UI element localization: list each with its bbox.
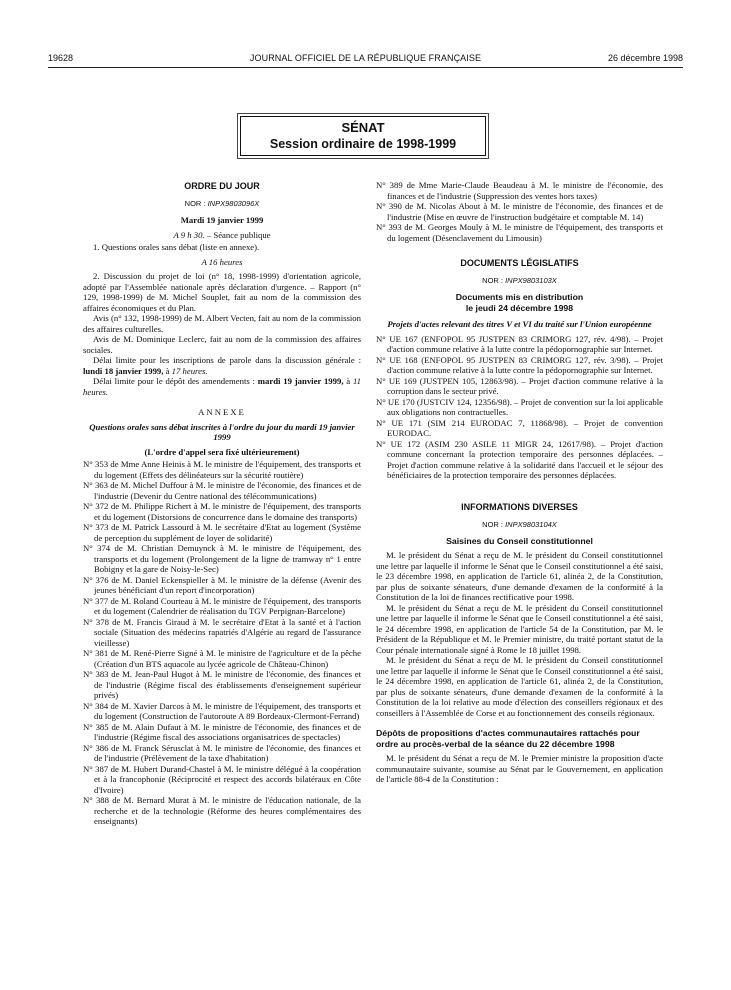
seance-type: – Séance publique <box>204 229 271 240</box>
header-rule <box>48 67 683 68</box>
delai-inscriptions-text: Délai limite pour les inscriptions de parole dans la discussion générale : <box>93 355 361 365</box>
delai-amendements-hour: 11 heures. <box>83 376 362 397</box>
delai-inscriptions-a: à <box>163 365 172 376</box>
delai-amendements <box>83 376 361 397</box>
delai-inscriptions <box>83 355 361 376</box>
question-item: N° 374 de M. Christian Demuynck à M. le ministre de l'équipement, des transports et du logement (Prolongement de la ligne de tramway n° 1 entre Bobigny et la gare de Noisy-le-Sec) <box>83 543 361 574</box>
question-item: N° 376 de M. Daniel Eckenspieller à M. le ministre de la défense (Avenir des jeunes bénéficiant d'un report d'incorporation) <box>83 574 361 595</box>
question-item: N° 390 de M. Nicolas About à M. le ministre de l'économie, des finances et de l'industrie (Mise en œuvre de l'instruction budgétaire et comptable M. 14) <box>376 201 663 222</box>
question-item: N° 387 de M. Hubert Durand-Chastel à M. le ministre délégué à la coopération et à la francophonie (Réciprocité et respect des accords bilatéraux en Côte d'Ivoire) <box>83 763 361 795</box>
question-item: N° 378 de M. Francis Giraud à M. le secrétaire d'Etat à la santé et à l'action sociale (Situation des médecins rapatriés d'Algérie au regard de l'assurance vieillesse) <box>83 616 361 648</box>
question-item: N° 393 de M. Georges Mouly à M. le ministre de l'équipement, des transports et du logement (Désenclavement du Limousin) <box>376 222 663 243</box>
saisine-paragraph: M. le président du Sénat a reçu de M. le président du Conseil constitutionnel une lettre par laquelle il informe le Sénat que le Conseil constitutionnel a été saisi, le 24 décembre 1998, en application de l'article 61, alinéa 2, de la Constitution, par plus de soixante sénateurs, d'une demande d'examen de la conformité à la Constitution de la loi relative au mode d'élection des conseillers régionaux et des conseillers à l'Assemblée de Corse et au fonctionnement des conseils régionaux. <box>376 655 663 718</box>
seance-hour: A 9 h 30. <box>173 229 205 240</box>
seance-time <box>83 230 361 241</box>
delai-amendements-date: mardi 19 janvier 1999, <box>257 376 344 386</box>
informations-diverses-heading: INFORMATIONS DIVERSES <box>461 501 578 512</box>
agenda-item-2: 2. Discussion du projet de loi (n° 18, 1998-1999) d'orientation agricole, adopté par l'Assemblée nationale après déclaration d'urgence. – Rapport (n° 129, 1998-1999) de M. Michel Souplet, fait au nom de la commission des affaires économiques et du Plan. <box>83 271 361 313</box>
ue-item: N° UE 171 (SIM 214 EURODAC 7, 11868/98). – Projet de convention EURODAC. <box>376 417 663 438</box>
left-column <box>83 180 361 827</box>
annexe-heading: ANNEXE <box>198 407 246 417</box>
delai-amendements-text: Délai limite pour le dépôt des amendements : <box>93 376 258 386</box>
question-item: N° 363 de M. Michel Duffour à M. le ministre de l'économie, des finances et de l'industrie (Devenir du Centre national des télécommunications) <box>83 480 361 501</box>
issue-date: 26 décembre 1998 <box>607 53 683 63</box>
running-header <box>48 51 683 65</box>
saisines-heading: Saisines du Conseil constitutionnel <box>446 535 593 546</box>
nor-label: NOR : <box>184 199 208 208</box>
senat-title: SÉNAT <box>341 120 385 135</box>
ue-item: N° UE 170 (JUSTCIV 124, 12356/98). – Projet de convention sur la loi applicable aux obligations non contractuelles. <box>376 396 663 417</box>
nor-reference-info <box>376 519 663 530</box>
ue-item: N° UE 167 (ENFOPOL 95 JUSTPEN 83 CRIMORG 127, rév. 4/98). – Projet d'action commune relative à la lutte contre la pédopornographie sur Internet. <box>376 333 663 354</box>
documents-distribution-line2: le jeudi 24 décembre 1998 <box>465 302 574 313</box>
ue-item: N° UE 169 (JUSTPEN 105, 12863/98). – Projet d'action commune relative à la corruption dans le secteur privé. <box>376 375 663 396</box>
documents-distribution-heading <box>376 292 663 313</box>
question-item: N° 372 de M. Philippe Richert à M. le ministre de l'équipement, des transports et du logement (Distorsions de concurrence dans le domaine des transports) <box>83 501 361 522</box>
page-number: 19628 <box>48 53 74 63</box>
delai-inscriptions-hour: 17 heures. <box>171 365 208 376</box>
journal-title: JOURNAL OFFICIEL DE LA RÉPUBLIQUE FRANÇAISE <box>249 53 482 63</box>
question-item: N° 373 de M. Patrick Lassourd à M. le secrétaire d'Etat au logement (Système de perception du supplément de loyer de solidarité) <box>83 522 361 543</box>
delai-amendements-a: à <box>343 376 353 386</box>
avis-vecten: Avis (n° 132, 1998-1999) de M. Albert Vecten, fait au nom de la commission des affaires culturelles. <box>83 313 361 334</box>
question-item: N° 386 de M. Franck Sérusclat à M. le ministre de l'économie, des finances et de l'industrie (Prélèvement de la taxe d'habitation) <box>83 742 361 763</box>
projets-heading: Projets d'actes relevant des titres V et VI du traité sur l'Union européenne <box>387 319 652 329</box>
nor-code: INPX9803104X <box>505 519 557 529</box>
depots-heading: Dépôts de propositions d'actes communautaires rattachés pour ordre au procès-verbal de la séance du 22 décembre 1998 <box>376 728 640 749</box>
nor-code: INPX9803096X <box>207 199 260 208</box>
nor-label: NOR : <box>482 276 506 285</box>
delai-inscriptions-date: lundi 18 janvier 1999, <box>83 365 164 376</box>
time-16h: A 16 heures <box>201 256 243 267</box>
question-item: N° 388 de M. Bernard Murat à M. le ministre de l'éducation nationale, de la recherche et de la technologie (Réforme des heures complémentaires des enseignants) <box>83 795 361 826</box>
depots-paragraph: M. le président du Sénat a reçu de M. le Premier ministre la proposition d'acte communautaire suivante, soumise au Sénat par le Gouvernement, en application de l'article 88-4 de la Constitution : <box>376 753 663 784</box>
nor-reference <box>83 198 361 209</box>
saisine-paragraph: M. le président du Sénat a reçu de M. le président du Conseil constitutionnel une lettre par laquelle il informe le Sénat que le Conseil constitutionnel a été saisi, le 24 décembre 1998, en application de l'article 54 de la Constitution, par M. le Président de la République et M. le Premier ministre, du traité portant statut de la Cour pénale internationale signé à Rome le 18 juillet 1998. <box>376 602 663 655</box>
ordre-appel-note: (L'ordre d'appel sera fixé ultérieurement) <box>144 446 300 457</box>
question-item: N° 385 de M. Alain Dufaut à M. le ministre de l'économie, des finances et de l'industrie (Régime fiscal des associations organisatrices de spectacles) <box>83 721 361 742</box>
question-item: N° 381 de M. René-Pierre Signé à M. le ministre de l'agriculture et de la pêche (Création d'un BTS aquacole au lycée agricole de Château-Chinon) <box>83 648 361 669</box>
question-item: N° 377 de M. Roland Courteau à M. le ministre de l'équipement, des transports et du logement (Calendrier de réalisation du TGV Perpignan-Barcelone) <box>83 595 361 616</box>
ue-item: N° UE 172 (ASIM 230 ASILE 11 MIGR 24, 12617/98). – Projet d'action commune concernant la protection temporaire des personnes déplacées. – Projet d'action commune relative à la solidarité dans l'accueil et le séjour des bénéficiaires de la protection temporaire des personnes déplacées. <box>376 438 663 480</box>
nor-label: NOR : <box>482 519 506 529</box>
nor-reference-docs <box>376 275 663 286</box>
agenda-item-1: 1. Questions orales sans débat (liste en annexe). <box>93 242 260 252</box>
senat-title-box <box>240 116 486 156</box>
documents-legislatifs-heading: DOCUMENTS LÉGISLATIFS <box>460 258 579 268</box>
right-column <box>376 180 663 785</box>
question-item: N° 383 de M. Jean-Paul Hugot à M. le ministre de l'économie, des finances et de l'industrie (Régime fiscal des établissements d'enseignement supérieur privés) <box>83 669 361 700</box>
session-date: Mardi 19 janvier 1999 <box>180 215 264 225</box>
session-title: Session ordinaire de 1998-1999 <box>269 137 457 151</box>
nor-code: INPX9803103X <box>505 276 557 285</box>
question-item: N° 384 de M. Xavier Darcos à M. le ministre de l'équipement, des transports et du logement (Construction de l'autoroute A 89 Bordeaux-Clermont-Ferrand) <box>83 700 361 721</box>
question-item: N° 353 de Mme Anne Heinis à M. le ministre de l'équipement, des transports et du logement (Effets des délinéateurs sur la sécurité routière) <box>83 459 361 480</box>
avis-leclerc: Avis de M. Dominique Leclerc, fait au nom de la commission des affaires sociales. <box>83 334 361 355</box>
ordre-du-jour-heading: ORDRE DU JOUR <box>184 181 260 191</box>
saisine-paragraph: M. le président du Sénat a reçu de M. le président du Conseil constitutionnel une lettre par laquelle il informe le Sénat que le Conseil constitutionnel a été saisi, le 23 décembre 1998, en application de l'article 61, alinéa 2, de la Constitution, par plus de soixante sénateurs, d'une demande d'examen de la conformité à la Constitution de la loi de finances rectificative pour 1998. <box>376 550 663 602</box>
questions-heading: Questions orales sans débat inscrites à l'ordre du jour du mardi 19 janvier 1999 <box>89 421 355 442</box>
ue-item: N° UE 168 (ENFOPOL 95 JUSTPEN 83 CRIMORG 127, rév. 3/98). – Projet d'action commune relative à la lutte contre la pédopornographie sur Internet. <box>376 354 663 375</box>
question-item: N° 389 de Mme Marie-Claude Beaudeau à M. le ministre de l'économie, des finances et de l'industrie (Suppression des ventes hors taxes) <box>376 180 663 201</box>
documents-distribution-line1: Documents mis en distribution <box>455 292 584 302</box>
